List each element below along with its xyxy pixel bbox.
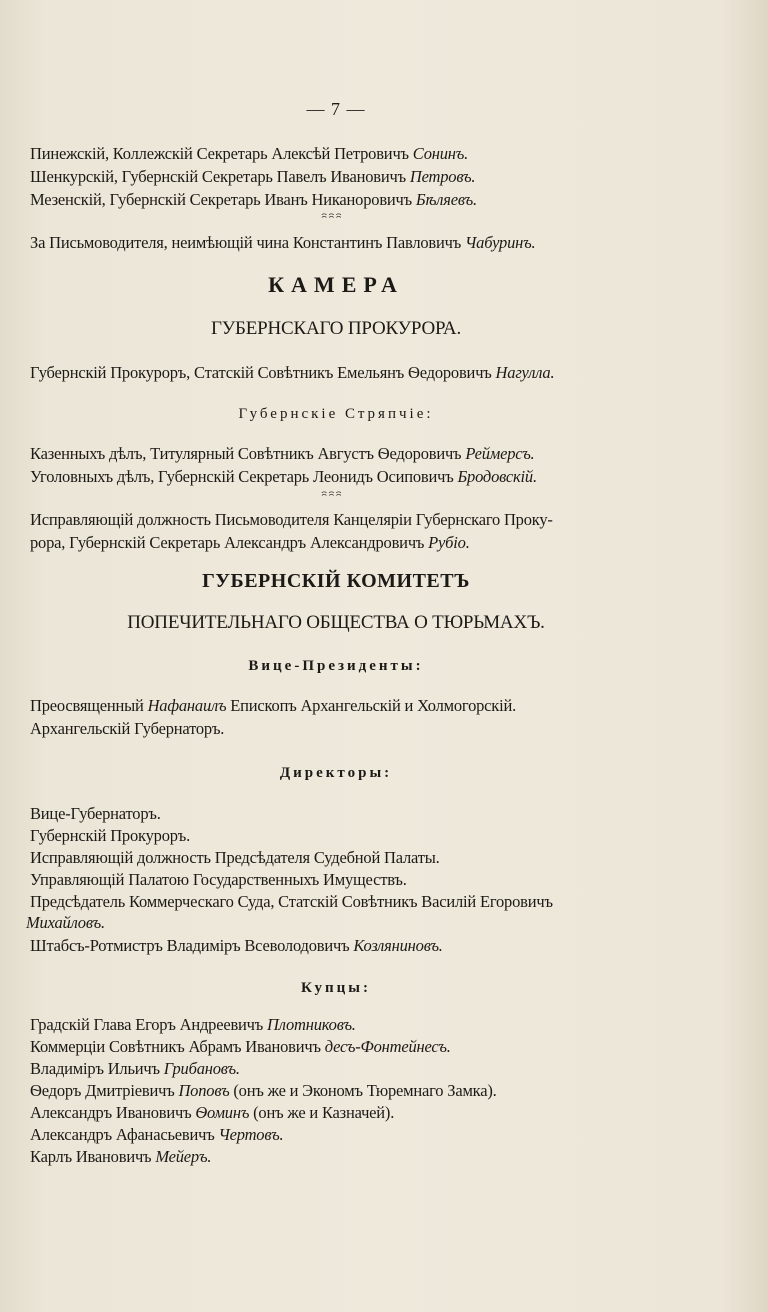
person-name: Мейеръ. [155, 1147, 212, 1166]
text-line: Исправляющій должность Предсѣдателя Судебной Палаты. [30, 848, 440, 867]
person-name: Грибановъ. [163, 1059, 240, 1078]
subsection-title: Директоры: [279, 765, 393, 781]
person-name: Плотниковъ. [267, 1015, 356, 1034]
ornament-divider: ꩰ ꩰ ꩰ [327, 213, 345, 228]
text-line: Управляющій Палатою Государственныхъ Имуществъ. [30, 870, 407, 889]
text-line: Ѳедоръ Дмитріевичъ Поповъ (онъ же и Экономъ Тюремнаго Замка). [30, 1081, 497, 1100]
person-name: Реймерсъ. [465, 444, 535, 463]
person-name: десъ-Фонтейнесъ. [324, 1037, 451, 1056]
person-name: Бродовскій. [457, 467, 537, 486]
text-line: Губернскій Прокуроръ, Статскій Совѣтникъ Емельянъ Ѳедоровичъ Нагулла. [30, 363, 555, 382]
section-title: ГУБЕРНСКІЙ КОМИТЕТЪ [202, 570, 470, 592]
subsection-title: Губернскіе Стряпчіе: [238, 406, 434, 422]
subsection-title: Купцы: [301, 980, 371, 996]
text-line: Казенныхъ дѣлъ, Титулярный Совѣтникъ Августъ Ѳедоровичъ Реймерсъ. [30, 444, 535, 463]
person-name: Ѳоминъ [195, 1103, 250, 1122]
text-line: рора, Губернскій Секретарь Александръ Александровичъ Рубіо. [30, 533, 470, 552]
section-subtitle: ГУБЕРНСКАГО ПРОКУРОРА. [210, 318, 461, 339]
text-line: Коммерціи Совѣтникъ Абрамъ Ивановичъ десъ-Фонтейнесъ. [30, 1037, 451, 1056]
person-name: Поповъ [178, 1081, 230, 1100]
text-line: Уголовныхъ дѣлъ, Губернскій Секретарь Леонидъ Осиповичъ Бродовскій. [30, 467, 537, 486]
text-line: Губернскій Прокуроръ. [30, 826, 191, 845]
person-name: Нафанаилъ [147, 696, 227, 715]
ornament-divider: ꩰ ꩰ ꩰ [327, 491, 345, 506]
text-line: Штабсъ-Ротмистръ Владиміръ Всеволодовичъ Козляниновъ. [30, 936, 443, 955]
person-name: Михайловъ. [26, 913, 105, 932]
person-name: Рубіо. [428, 533, 470, 552]
person-name: Сонинъ. [412, 144, 469, 163]
person-name: Чабуринъ. [465, 233, 536, 252]
page-number: — 7 — [306, 99, 366, 119]
person-name: Петровъ. [409, 167, 476, 186]
person-name: Чертовъ. [218, 1125, 284, 1144]
text-line: Архангельскій Губернаторъ. [30, 719, 225, 738]
text-line [26, 912, 638, 934]
text-line: Предсѣдатель Коммерческаго Суда, Статскій Совѣтникъ Василій Егоровичъ [30, 892, 553, 911]
text-line: Преосвященный Нафанаилъ Епископъ Архангельскій и Холмогорскій. [30, 696, 517, 715]
person-name: Бѣляевъ. [415, 190, 477, 209]
subsection-title: Вице-Президенты: [248, 658, 424, 674]
text-line: Мезенскій, Губернскій Секретарь Иванъ Никаноровичъ Бѣляевъ. [30, 190, 477, 209]
text-line: Александръ Ивановичъ Ѳоминъ (онъ же и Казначей). [30, 1103, 395, 1122]
section-subtitle: ПОПЕЧИТЕЛЬНАГО ОБЩЕСТВА О ТЮРЬМАХЪ. [127, 612, 545, 633]
text-line: Исправляющій должность Письмоводителя Канцеляріи Губернскаго Проку- [30, 510, 553, 529]
text-line: За Письмоводителя, неимѣющій чина Константинъ Павловичъ Чабуринъ. [30, 233, 536, 252]
text-line: Александръ Афанасьевичъ Чертовъ. [30, 1125, 284, 1144]
text-line: Градскій Глава Егоръ Андреевичъ Плотниковъ. [30, 1015, 356, 1034]
text-line: Вице-Губернаторъ. [30, 804, 161, 823]
person-name: Нагулла. [495, 363, 555, 382]
text-line: Пинежскій, Коллежскій Секретарь Алексѣй Петровичъ Сонинъ. [30, 144, 469, 163]
text-line: Карлъ Ивановичъ Мейеръ. [30, 1147, 212, 1166]
section-title: КАМЕРА [268, 272, 404, 297]
text-line: Шенкурскій, Губернскій Секретарь Павелъ Ивановичъ Петровъ. [30, 167, 476, 186]
person-name: Козляниновъ. [353, 936, 443, 955]
text-line: Владиміръ Ильичъ Грибановъ. [30, 1059, 240, 1078]
